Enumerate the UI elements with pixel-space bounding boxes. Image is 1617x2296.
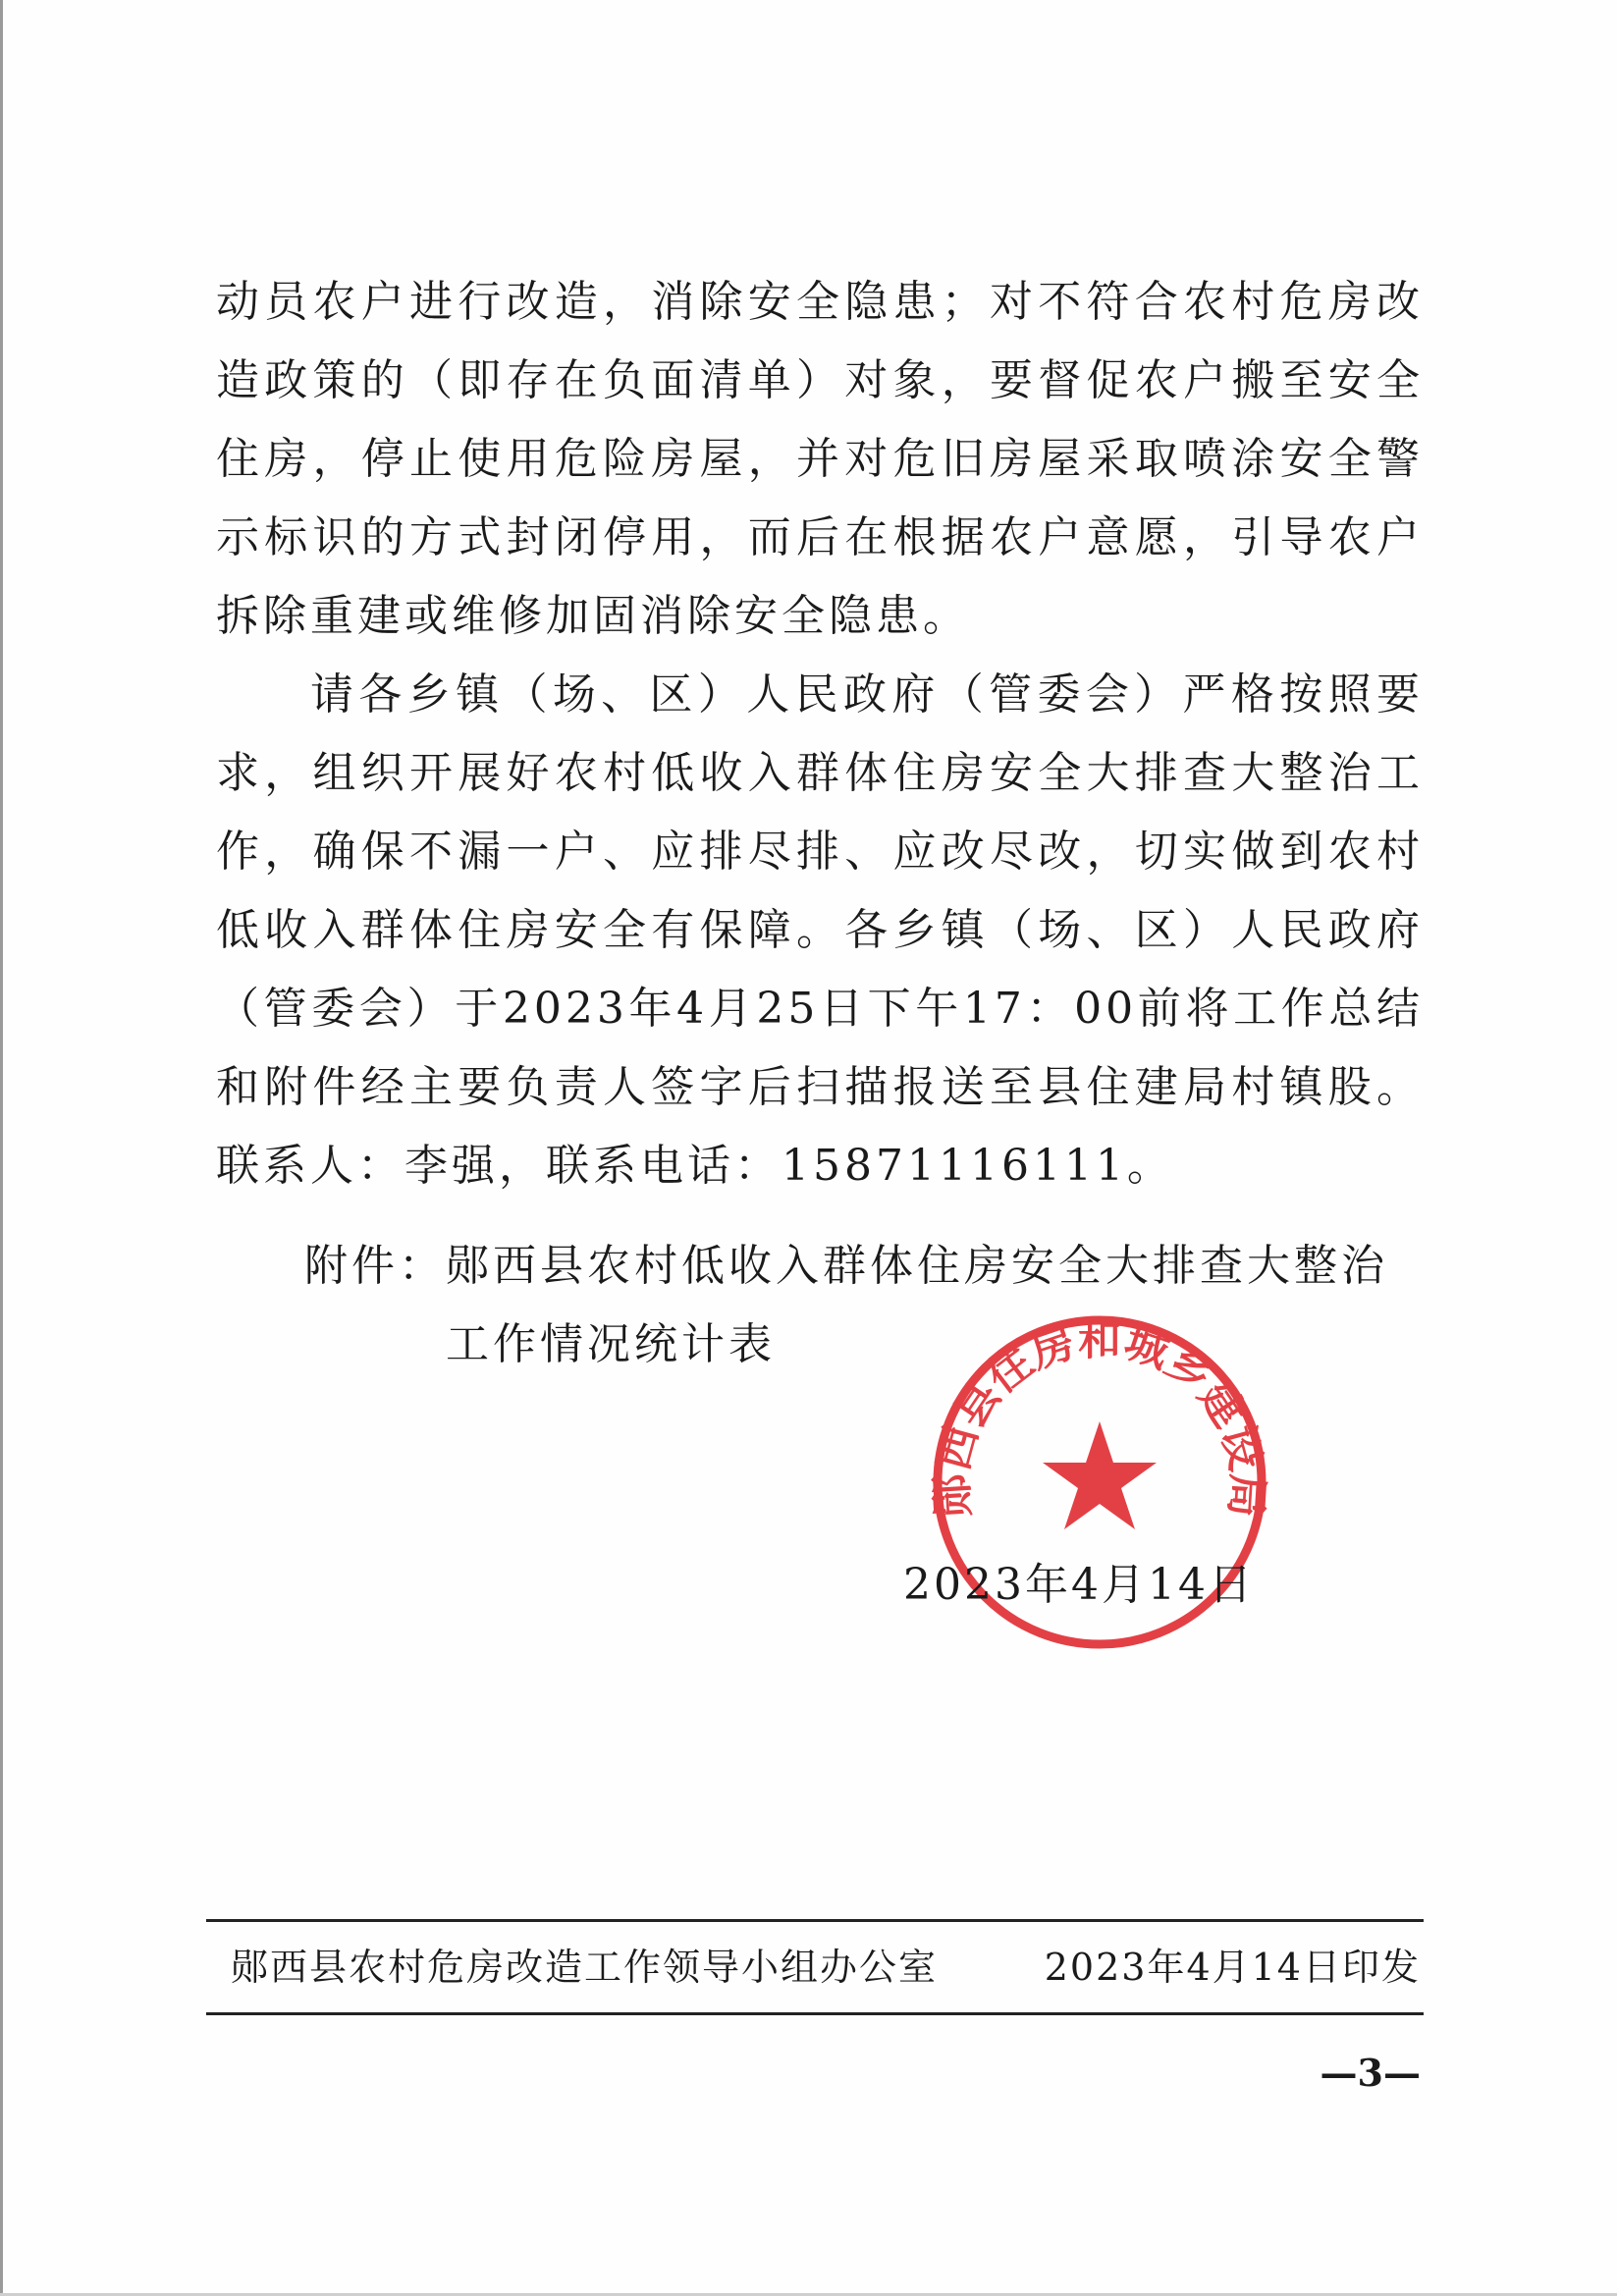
footer-rule-bottom	[206, 2012, 1424, 2015]
paragraph-2: 请各乡镇（场、区）人民政府（管委会）严格按照要求，组织开展好农村低收入群体住房安全大排查大整治工作，确保不漏一户、应排尽排、应改尽改，切实做到农村低收入群体住房安全有保障。各乡镇（场、区）人民政府（管委会）于2023年4月25日下午17：00前将工作总结和附件经主要负责人签字后扫描报送至县住建局村镇股。联系人：李强，联系电话：15871116111。	[216, 669, 1424, 1191]
scan-edge-left	[0, 0, 3, 2296]
paragraph-1: 动员农户进行改造，消除安全隐患；对不符合农村危房改造政策的（即存在负面清单）对象，要督促农户搬至安全住房，停止使用危险房屋，并对危旧房屋采取喷涂安全警示标识的方式封闭停用，而后在根据农户意愿，引导农户拆除重建或维修加固消除安全隐患。	[216, 277, 1424, 641]
signature-date: 2023年4月14日	[903, 1560, 1255, 1610]
footer-issue-date: 2023年4月14日印发	[1044, 1946, 1421, 1989]
body-text	[216, 263, 1424, 1205]
attachment-title: 郧西县农村低收入群体住房安全大排查大整治工作情况统计表	[446, 1241, 1388, 1369]
footer-issuer: 郧西县农村危房改造工作领导小组办公室	[231, 1946, 939, 1989]
attachment-label: 附件：	[304, 1241, 446, 1291]
seal-text: 郧西县住房和城乡建设局	[926, 1314, 1273, 1519]
page-number: —3—	[1320, 2051, 1421, 2095]
seal-star-icon	[1043, 1421, 1157, 1529]
footer-rule-top	[206, 1919, 1424, 1922]
